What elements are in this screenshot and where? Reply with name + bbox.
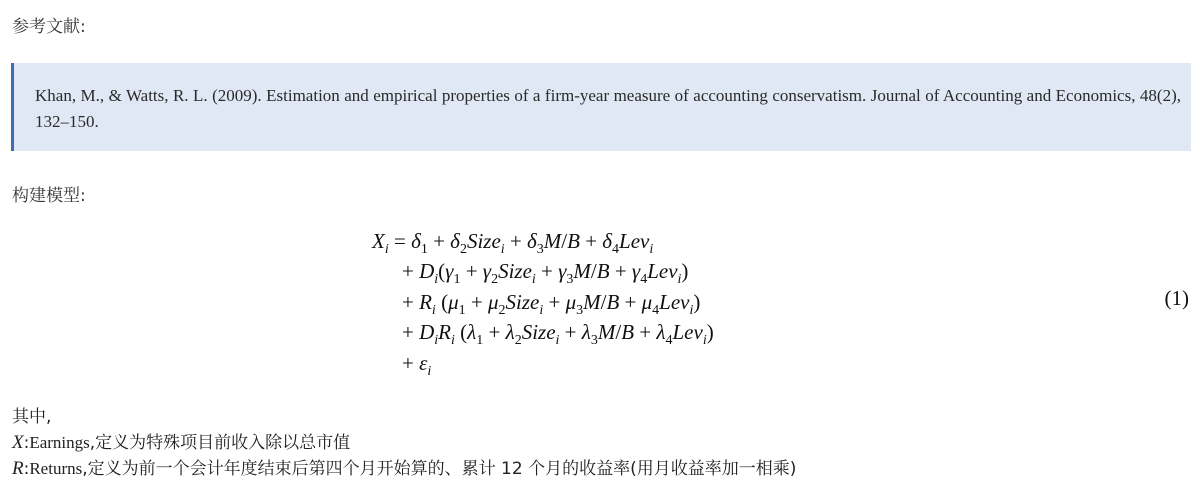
definition-r-symbol: R xyxy=(12,458,24,479)
definition-x-sep: : xyxy=(23,433,30,453)
equation-line-5: + $\varepsilon_i$ xyxy=(402,350,432,379)
citation-text: Khan, M., & Watts, R. L. (2009). Estimation and empirical properties of a firm-year measure of accounting conservatism. Journal of Accounting and Economics, 48(2), 132–150. xyxy=(35,86,1181,131)
definition-x-name: Earnings xyxy=(29,433,90,452)
equation-line-4: + $D_iR_i$ ($\lambda_1$ + $\lambda_2Size_i + \lambda_3M/B + \lambda_4Lev_i$) xyxy=(402,320,714,349)
definition-r xyxy=(12,454,796,480)
definition-r-text: ,定义为前一个会计年度结束后第四个月开始算的、累计 12 个月的收益率(用月收益率加一相乘) xyxy=(82,459,797,479)
equation-number: (1) xyxy=(1164,286,1189,310)
definition-r-sep: : xyxy=(23,459,30,479)
citation-blockquote xyxy=(11,63,1191,151)
model-heading: 构建模型: xyxy=(12,186,86,206)
definition-x-symbol: X xyxy=(12,432,24,453)
references-heading: 参考文献: xyxy=(12,17,86,37)
equation-line-3: + $R_i$ ($\mu_1$ + $\mu_2Size_i + \mu_3M/B + \mu_4Lev_i$) xyxy=(402,289,701,318)
equation-line-1: $X_i = \delta_1$ + $\delta_2Size_i + \delta_3M/B + \delta_4Lev_i$ xyxy=(372,229,654,257)
definition-x-text: ,定义为特殊项目前收入除以总市值 xyxy=(89,433,351,453)
notes-intro: 其中, xyxy=(12,407,52,427)
equation xyxy=(372,226,714,378)
equation-line-2: + $D_i(\gamma_1$ + $\gamma_2Size_i + \gamma_3M/B + \gamma_4Lev_i$) xyxy=(402,259,689,288)
definition-r-name: Returns xyxy=(29,459,83,478)
definition-x xyxy=(12,428,350,454)
